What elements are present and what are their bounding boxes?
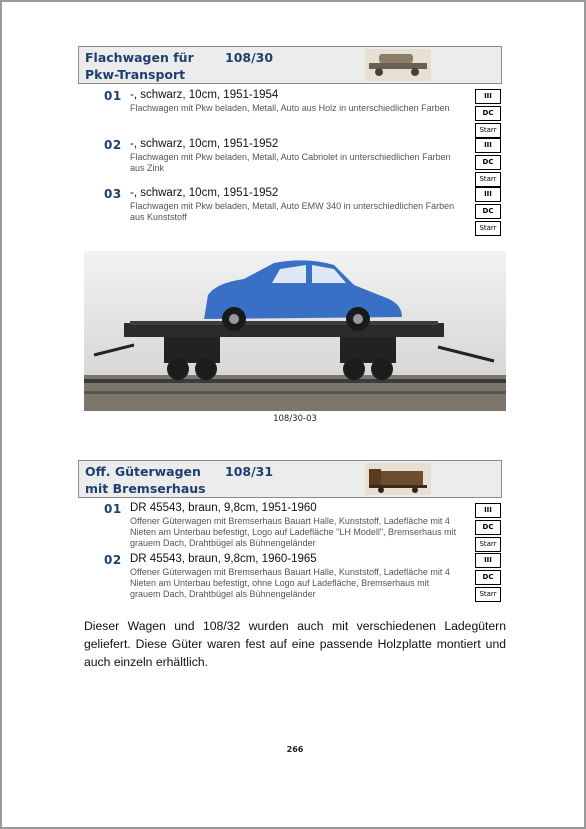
coupling-badge: Starr [475, 537, 501, 552]
era-badge: III [475, 89, 501, 104]
era-badge: III [475, 503, 501, 518]
current-badge: DC [475, 155, 501, 170]
item-number: 03 [104, 187, 122, 201]
section-title: Flachwagen für Pkw-Transport [85, 50, 194, 82]
item-description: Offener Güterwagen mit Bremserhaus Bauart Halle, Kunststoff, Ladefläche mit 4 Nieten am Unterbau befestigt, Logo auf Ladefläche "LH Modell", Bremserhaus mit grauem Dach, Drahtbügel als Bühnengeländer [130, 516, 457, 548]
item-description: Offener Güterwagen mit Bremserhaus Bauart Halle, Kunststoff, Ladefläche mit 4 Nieten am Unterbau befestigt, ohne Logo auf Ladefläche, Bremserhaus mit grauem Dach, Drahtbügel als Bühnengeländer [130, 567, 450, 599]
era-badge: III [475, 138, 501, 153]
item-title: -, schwarz, 10cm, 1951-1954 [130, 89, 279, 101]
item-number: 01 [104, 502, 122, 516]
section-number: 108/30 [225, 50, 274, 65]
item-badges [475, 503, 501, 554]
current-badge: DC [475, 570, 501, 585]
flatcar-with-car-image [84, 251, 506, 411]
item-badges [475, 553, 501, 604]
item-badges [475, 138, 501, 189]
model-photo [84, 251, 506, 411]
item-description: Flachwagen mit Pkw beladen, Metall, Auto Cabriolet in unterschiedlichen Farben aus Zink [130, 152, 451, 173]
page-number: 266 [286, 745, 304, 754]
flatcar-thumbnail-image [365, 49, 431, 81]
item-number: 01 [104, 89, 122, 103]
item-badges [475, 89, 501, 140]
item-description: Flachwagen mit Pkw beladen, Metall, Auto aus Holz in unterschiedlichen Farben [130, 103, 450, 113]
section-header-108-31 [78, 460, 502, 498]
coupling-badge: Starr [475, 587, 501, 602]
item-description: Flachwagen mit Pkw beladen, Metall, Auto EMW 340 in unterschiedlichen Farben aus Kunststoff [130, 201, 455, 222]
coupling-badge: Starr [475, 123, 501, 138]
item-title: -, schwarz, 10cm, 1951-1952 [130, 138, 279, 150]
body-paragraph: Dieser Wagen und 108/32 wurden auch mit verschiedenen Ladegütern geliefert. Diese Güter waren fest auf eine passende Holzplatte montiert und auch einzeln erhältlich. [84, 619, 506, 669]
item-title: DR 45543, braun, 9,8cm, 1951-1960 [130, 502, 317, 514]
section-title: Off. Güterwagen mit Bremserhaus [85, 464, 206, 496]
section-header-108-30 [78, 46, 502, 84]
photo-caption: 108/30-03 [273, 414, 317, 424]
era-badge: III [475, 187, 501, 202]
item-number: 02 [104, 138, 122, 152]
item-badges [475, 187, 501, 238]
item-title: DR 45543, braun, 9,8cm, 1960-1965 [130, 553, 317, 565]
item-number: 02 [104, 553, 122, 567]
item-title: -, schwarz, 10cm, 1951-1952 [130, 187, 279, 199]
coupling-badge: Starr [475, 172, 501, 187]
current-badge: DC [475, 204, 501, 219]
coupling-badge: Starr [475, 221, 501, 236]
section-number: 108/31 [225, 464, 274, 479]
era-badge: III [475, 553, 501, 568]
current-badge: DC [475, 106, 501, 121]
current-badge: DC [475, 520, 501, 535]
goods-wagon-thumbnail-image [365, 463, 431, 495]
